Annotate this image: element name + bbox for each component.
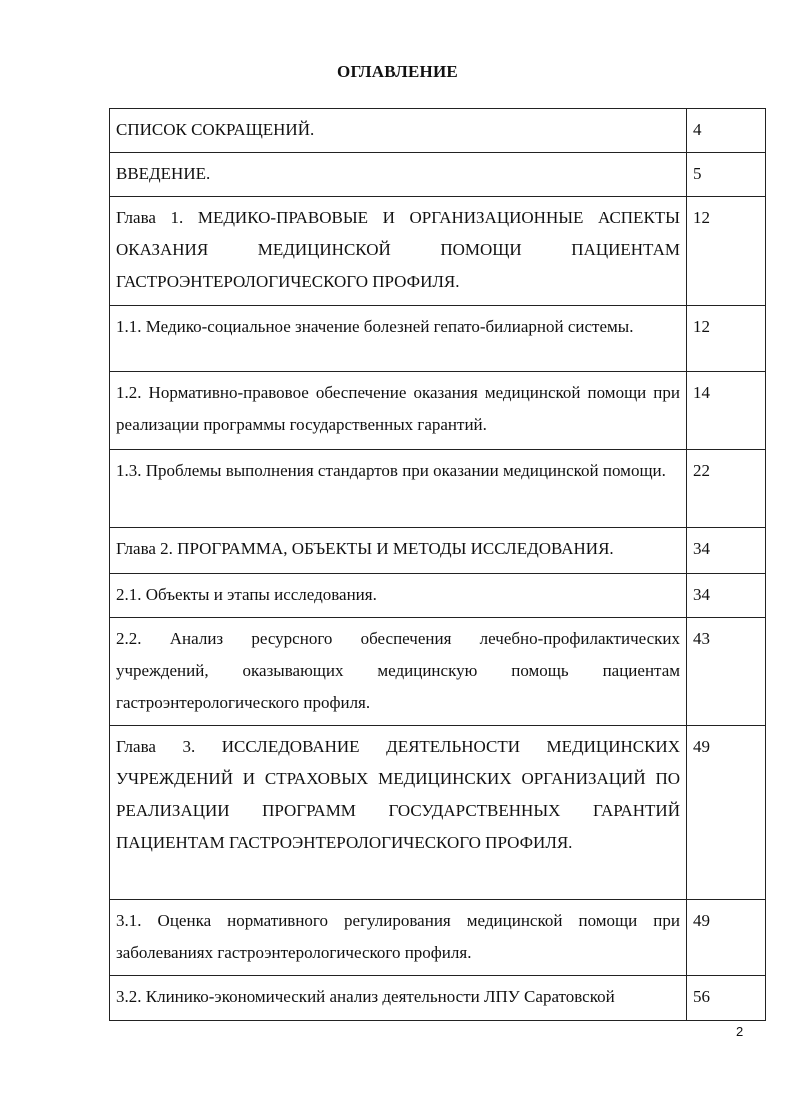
- toc-entry-title: 2.1. Объекты и этапы исследования.: [110, 574, 687, 618]
- toc-row: [110, 900, 766, 976]
- toc-entry-page: 4: [687, 109, 766, 153]
- toc-entry-page: 14: [687, 372, 766, 450]
- toc-entry-page: 56: [687, 976, 766, 1021]
- toc-row: [110, 976, 766, 1021]
- toc-row: [110, 450, 766, 528]
- toc-row: [110, 109, 766, 153]
- toc-entry-page: 5: [687, 153, 766, 197]
- page-number: 2: [736, 1024, 744, 1039]
- toc-entry-title: 1.3. Проблемы выполнения стандартов при оказании медицинской помощи.: [110, 450, 687, 528]
- toc-entry-page: 49: [687, 726, 766, 900]
- toc-entry-title: Глава 3. ИССЛЕДОВАНИЕ ДЕЯТЕЛЬНОСТИ МЕДИЦИНСКИХ УЧРЕЖДЕНИЙ И СТРАХОВЫХ МЕДИЦИНСКИХ ОРГАНИЗАЦИЙ ПО РЕАЛИЗАЦИИ ПРОГРАММ ГОСУДАРСТВЕННЫХ ГАРАНТИЙ ПАЦИЕНТАМ ГАСТРОЭНТЕРОЛОГИЧЕСКОГО ПРОФИЛЯ.: [110, 726, 687, 900]
- toc-entry-title: СПИСОК СОКРАЩЕНИЙ.: [110, 109, 687, 153]
- table-of-contents: [109, 108, 766, 1021]
- toc-row: [110, 153, 766, 197]
- toc-entry-title: ВВЕДЕНИЕ.: [110, 153, 687, 197]
- toc-row: [110, 726, 766, 900]
- toc-row: [110, 574, 766, 618]
- toc-entry-title: 2.2. Анализ ресурсного обеспечения лечебно-профилактических учреждений, оказывающих медицинскую помощь пациентам гастроэнтерологического профиля.: [110, 618, 687, 726]
- page-title: ОГЛАВЛЕНИЕ: [337, 62, 458, 81]
- toc-entry-title: 3.1. Оценка нормативного регулирования медицинской помощи при заболеваниях гастроэнтерологического профиля.: [110, 900, 687, 976]
- toc-entry-page: 49: [687, 900, 766, 976]
- toc-entry-page: 43: [687, 618, 766, 726]
- toc-row: [110, 618, 766, 726]
- toc-entry-title: Глава 2. ПРОГРАММА, ОБЪЕКТЫ И МЕТОДЫ ИССЛЕДОВАНИЯ.: [110, 528, 687, 574]
- toc-entry-page: 34: [687, 574, 766, 618]
- toc-entry-title: 3.2. Клинико-экономический анализ деятельности ЛПУ Саратовской: [110, 976, 687, 1021]
- toc-row: [110, 197, 766, 306]
- toc-row: [110, 528, 766, 574]
- toc-entry-page: 12: [687, 306, 766, 372]
- toc-entry-title: 1.1. Медико-социальное значение болезней гепато-билиарной системы.: [110, 306, 687, 372]
- toc-row: [110, 372, 766, 450]
- toc-entry-title: Глава 1. МЕДИКО-ПРАВОВЫЕ И ОРГАНИЗАЦИОННЫЕ АСПЕКТЫ ОКАЗАНИЯ МЕДИЦИНСКОЙ ПОМОЩИ ПАЦИЕНТАМ ГАСТРОЭНТЕРОЛОГИЧЕСКОГО ПРОФИЛЯ.: [110, 197, 687, 306]
- toc-row: [110, 306, 766, 372]
- toc-entry-page: 22: [687, 450, 766, 528]
- toc-entry-page: 34: [687, 528, 766, 574]
- toc-entry-page: 12: [687, 197, 766, 306]
- toc-entry-title: 1.2. Нормативно-правовое обеспечение оказания медицинской помощи при реализации программы государственных гарантий.: [110, 372, 687, 450]
